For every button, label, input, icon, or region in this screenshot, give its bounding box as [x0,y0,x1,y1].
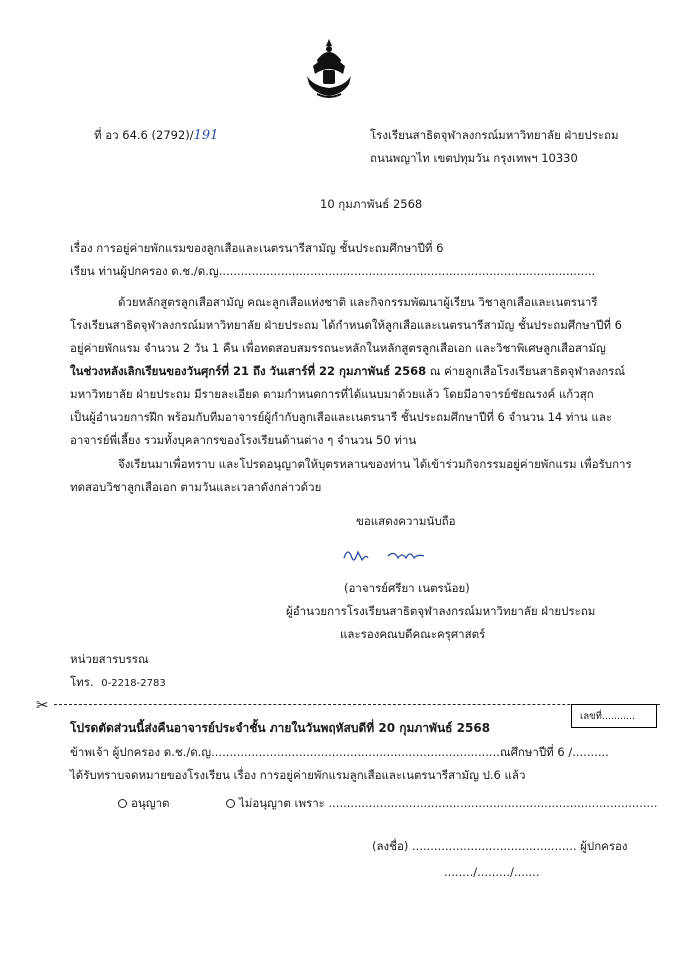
allow-radio-icon[interactable] [118,799,127,808]
reference-prefix: ที่ อว 64.6 (2792)/ [94,128,194,142]
serial-label: เลขที่........... [580,711,636,722]
camp-dates: ในช่วงหลังเลิกเรียนของวันศุกร์ที่ 21 ถึง วันเสาร์ที่ 22 กุมภาพันธ์ 2568 [70,364,427,378]
deny-radio-icon[interactable] [226,799,235,808]
return-instruction: โปรดตัดส่วนนี้ส่งคืนอาจารย์ประจำชั้น ภายในวันพฤหัสบดีที่ 20 กุมภาพันธ์ 2568 [70,721,491,735]
phone-label: โทร. [70,675,94,689]
signature-icon [340,544,436,566]
department-label: หน่วยสารบรรณ [70,652,149,666]
body-line: โรงเรียนสาธิตจุฬาลงกรณ์มหาวิทยาลัย ฝ่ายประถม ได้กำหนดให้ลูกเสือและเนตรนารีสามัญ ชั้นประถมศึกษาปีที่ 6 [70,318,622,332]
option-deny-label: ไม่อนุญาต เพราะ .......................................................................................... [239,796,658,810]
school-name: โรงเรียนสาธิตจุฬาลงกรณ์มหาวิทยาลัย ฝ่ายประถม [370,128,619,142]
serial-number-box [571,704,657,728]
body-line: ทดสอบวิชาลูกเสือเอก ตามวันและเวลาดังกล่าวด้วย [70,480,322,494]
body-line: จึงเรียนมาเพื่อทราบ และโปรดอนุญาตให้บุตรหลานของท่าน ได้เข้าร่วมกิจกรรมอยู่ค่ายพักแรม เพื่อรับการ [118,457,632,471]
cut-line [54,704,660,705]
reply-date-line[interactable]: ......../........./....... [444,865,540,879]
option-allow-label: อนุญาต [131,796,170,810]
letter-salutation: เรียน ท่านผู้ปกครอง ด.ช./ด.ญ....................................................................................................... [70,264,596,278]
reply-acknowledgement-line: ได้รับทราบจดหมายของโรงเรียน เรื่อง การอยู่ค่ายพักแรมลูกเสือและเนตรนารีสามัญ ป.6 แล้ว [70,768,526,782]
body-line: เป็นผู้อำนวยการฝึก พร้อมกับทีมอาจารย์ผู้กำกับลูกเสือและเนตรนารี ชั้นประถมศึกษาปีที่ 6 จำนวน 14 ท่าน และ [70,410,613,424]
letter-subject: เรื่อง การอยู่ค่ายพักแรมของลูกเสือและเนตรนารีสามัญ ชั้นประถมศึกษาปีที่ 6 [70,241,444,255]
signer-title: ผู้อำนวยการโรงเรียนสาธิตจุฬาลงกรณ์มหาวิทยาลัย ฝ่ายประถม [286,604,596,618]
body-line: ด้วยหลักสูตรลูกเสือสามัญ คณะลูกเสือแห่งชาติ และกิจกรรมพัฒนาผู้เรียน วิชาลูกเสือและเนตรนารี [118,295,598,309]
body-line: อยู่ค่ายพักแรม จำนวน 2 วัน 1 คืน เพื่อทดสอบสมรรถนะหลักในหลักสูตรลูกเสือเอก และวิชาพิเศษลูกเสือสามัญ [70,341,606,355]
body-line: มหาวิทยาลัย ฝ่ายประถม มีรายละเอียด ตามกำหนดการที่ได้แนบมาด้วยแล้ว โดยมีอาจารย์ชัยณรงค์ แก้วสุก [70,387,594,401]
reply-guardian-line[interactable]: ข้าพเจ้า ผู้ปกครอง ด.ช./ด.ญ...............................................................................ณศึกษาปีที่ 6 /.......... [70,745,609,759]
scissors-icon: ✂ [36,696,49,714]
phone-number: 0-2218-2783 [101,678,166,689]
option-allow[interactable] [118,795,170,811]
signer-name: (อาจารย์ศรียา เนตรน้อย) [344,581,470,595]
letter-date: 10 กุมภาพันธ์ 2568 [320,197,423,211]
handwritten-reference-number: 191 [193,128,219,143]
royal-crest-icon [303,38,355,100]
school-address: ถนนพญาไท เขตปทุมวัน กรุงเทพฯ 10330 [370,151,578,165]
signer-title-secondary: และรองคณบดีคณะครุศาสตร์ [340,627,486,641]
guardian-signature-line[interactable]: (ลงชื่อ) ............................................. ผู้ปกครอง [372,839,628,853]
option-deny[interactable] [226,795,658,811]
reference-number [94,127,218,144]
camp-location: ณ ค่ายลูกเสือโรงเรียนสาธิตจุฬาลงกรณ์ [426,364,626,378]
closing-phrase: ขอแสดงความนับถือ [356,514,456,528]
body-line: อาจารย์พี่เลี้ยง รวมทั้งบุคลากรของโรงเรียนด้านต่าง ๆ จำนวน 50 ท่าน [70,433,417,447]
body-line-bold-date [70,363,625,379]
phone-line [70,674,166,692]
